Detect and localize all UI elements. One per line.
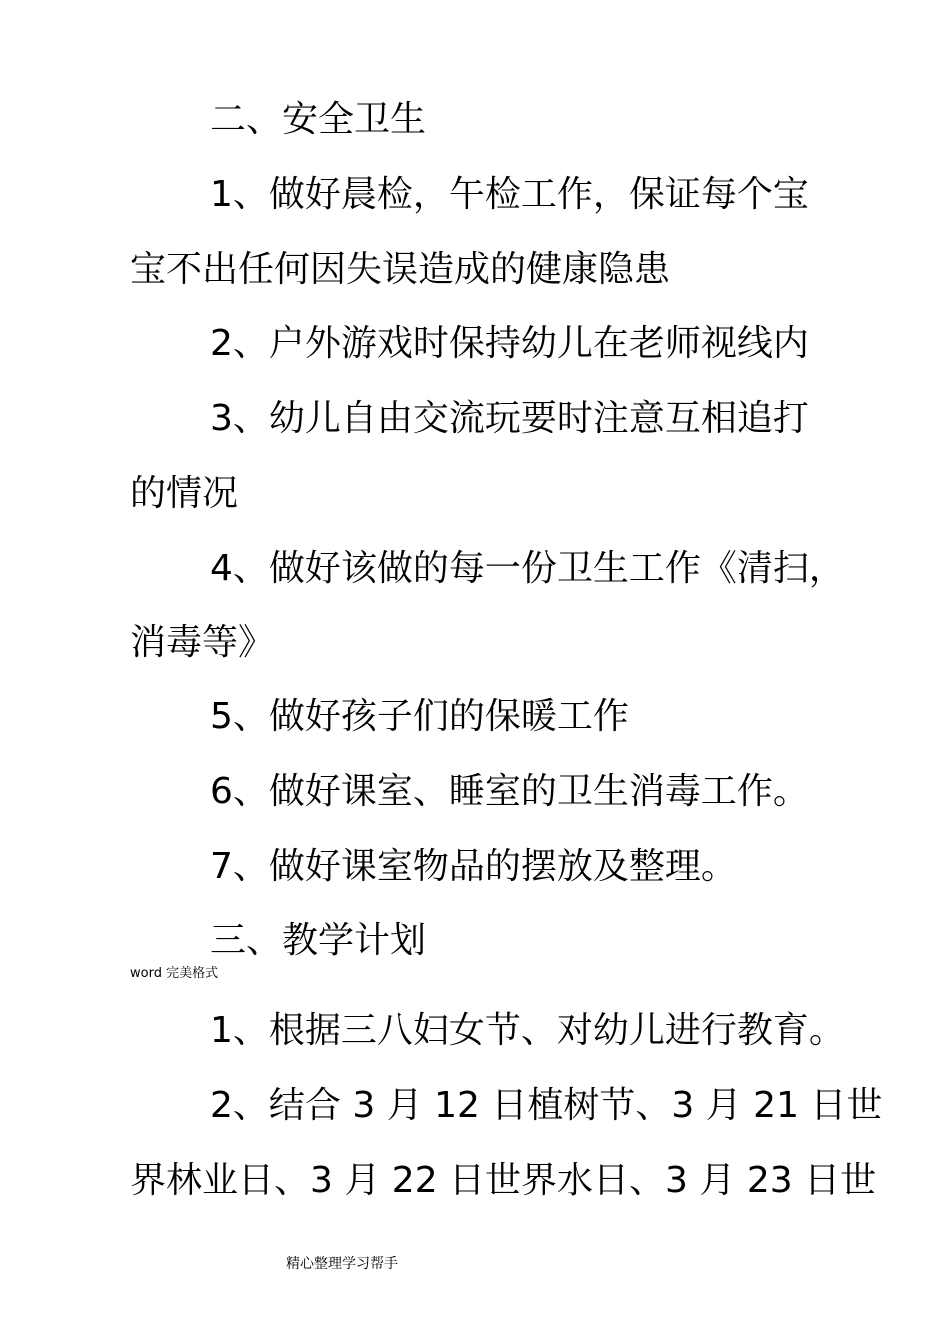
paragraph-line: 2、结合 3 月 12 日植树节、3 月 21 日世 xyxy=(210,1085,883,1126)
paragraph-line: 2、户外游戏时保持幼儿在老师视线内 xyxy=(210,323,809,364)
paragraph-line: 7、做好课室物品的摆放及整理。 xyxy=(210,846,737,887)
paragraph-line: 1、做好晨检，午检工作，保证每个宝 xyxy=(210,174,809,215)
paragraph-line: 1、根据三八妇女节、对幼儿进行教育。 xyxy=(210,1010,845,1051)
paragraph-line: 6、做好课室、睡室的卫生消毒工作。 xyxy=(210,771,809,812)
paragraph-line: 4、做好该做的每一份卫生工作《清扫， xyxy=(210,548,845,589)
paragraph-line: 的情况 xyxy=(130,473,239,514)
section-heading-teaching-plan: 三、教学计划 xyxy=(210,920,427,961)
section-heading-safety-hygiene: 二、安全卫生 xyxy=(210,99,427,140)
page-footer: 精心整理学习帮手 xyxy=(286,1256,398,1272)
paragraph-line: 5、做好孩子们的保暖工作 xyxy=(210,696,629,737)
word-format-label: word 完美格式 xyxy=(130,966,219,981)
paragraph-line: 3、幼儿自由交流玩要时注意互相追打 xyxy=(210,398,809,439)
paragraph-line: 界林业日、3 月 22 日世界水日、3 月 23 日世 xyxy=(130,1160,877,1201)
paragraph-line: 消毒等》 xyxy=(130,622,275,663)
paragraph-line: 宝不出任何因失误造成的健康隐患 xyxy=(130,249,671,290)
